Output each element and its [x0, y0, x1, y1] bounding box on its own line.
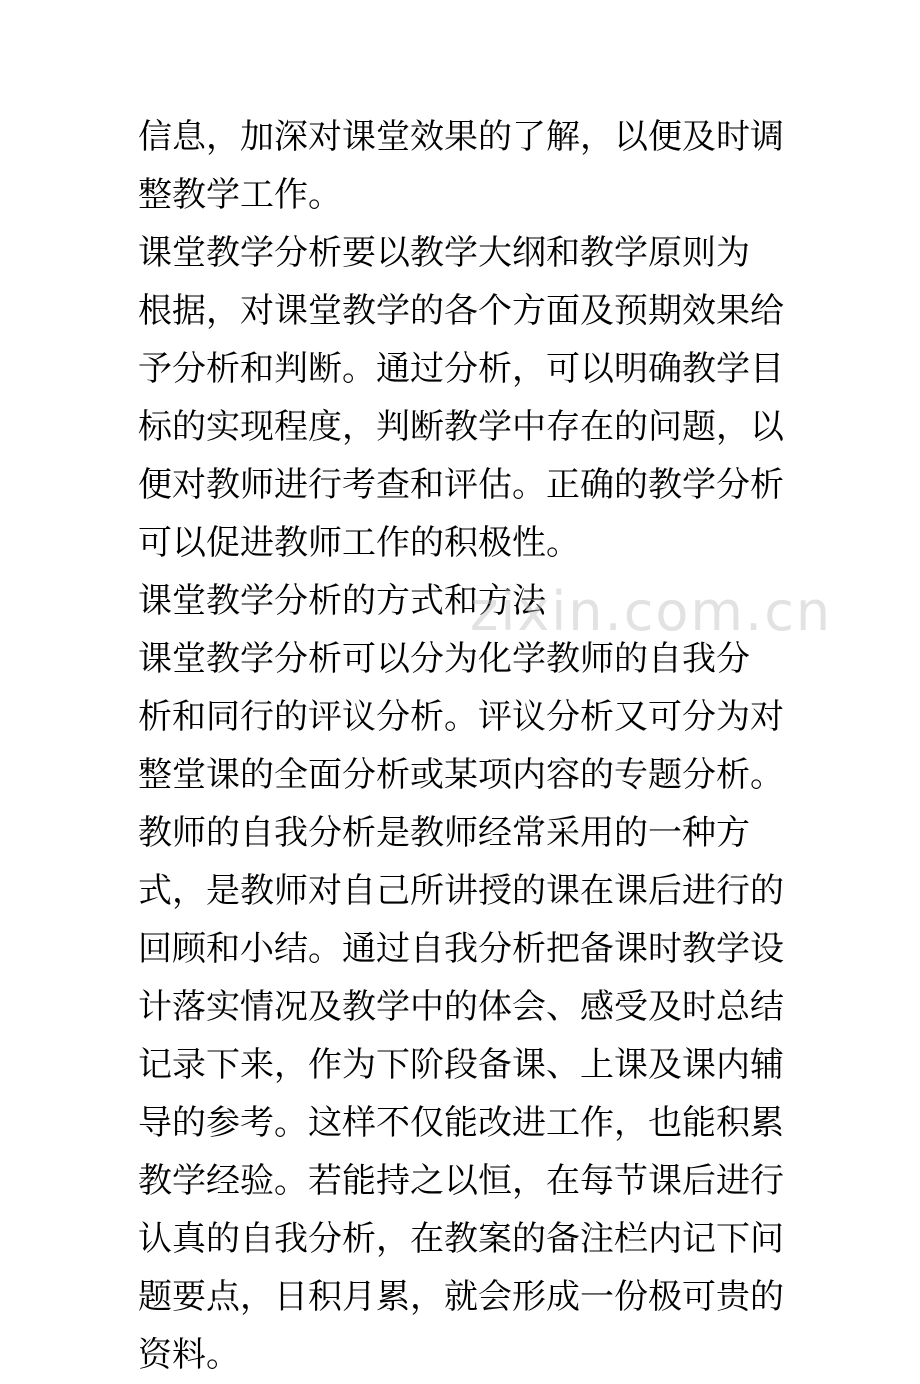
text-line: 课堂教学分析要以教学大纲和教学原则为 [138, 233, 750, 273]
text-line: 整堂课的全面分析或某项内容的专题分析。 [138, 755, 784, 795]
text-line: 导的参考。这样不仅能改进工作，也能积累 [138, 1103, 784, 1143]
watermark: zixin.com.cn [470, 580, 833, 643]
text-line: 式，是教师对自己所讲授的课在课后进行的 [138, 871, 784, 911]
body-text [138, 108, 838, 1384]
text-line: 便对教师进行考查和评估。正确的教学分析 [138, 465, 784, 505]
text-line: 记录下来，作为下阶段备课、上课及课内辅 [138, 1045, 784, 1085]
text-line: 计落实情况及教学中的体会、感受及时总结 [138, 987, 784, 1027]
text-line: 可以促进教师工作的积极性。 [138, 523, 580, 563]
text-line: 标的实现程度，判断教学中存在的问题，以 [138, 407, 784, 447]
text-line: 予分析和判断。通过分析，可以明确教学目 [138, 349, 784, 389]
text-line: 析和同行的评议分析。评议分析又可分为对 [138, 697, 784, 737]
section-heading: 课堂教学分析的方式和方法 [138, 581, 546, 621]
text-line: 信息，加深对课堂效果的了解，以便及时调 [138, 117, 784, 157]
text-line: 题要点，日积月累，就会形成一份极可贵的 [138, 1277, 784, 1317]
text-line: 资料。 [138, 1335, 240, 1375]
text-line: 认真的自我分析，在教案的备注栏内记下问 [138, 1219, 784, 1259]
text-line: 根据，对课堂教学的各个方面及预期效果给 [138, 291, 784, 331]
text-line: 教学经验。若能持之以恒，在每节课后进行 [138, 1161, 784, 1201]
text-line: 整教学工作。 [138, 175, 342, 215]
text-line: 回顾和小结。通过自我分析把备课时教学设 [138, 929, 784, 969]
text-line: 课堂教学分析可以分为化学教师的自我分 [138, 639, 750, 679]
text-line: 教师的自我分析是教师经常采用的一种方 [138, 813, 750, 853]
